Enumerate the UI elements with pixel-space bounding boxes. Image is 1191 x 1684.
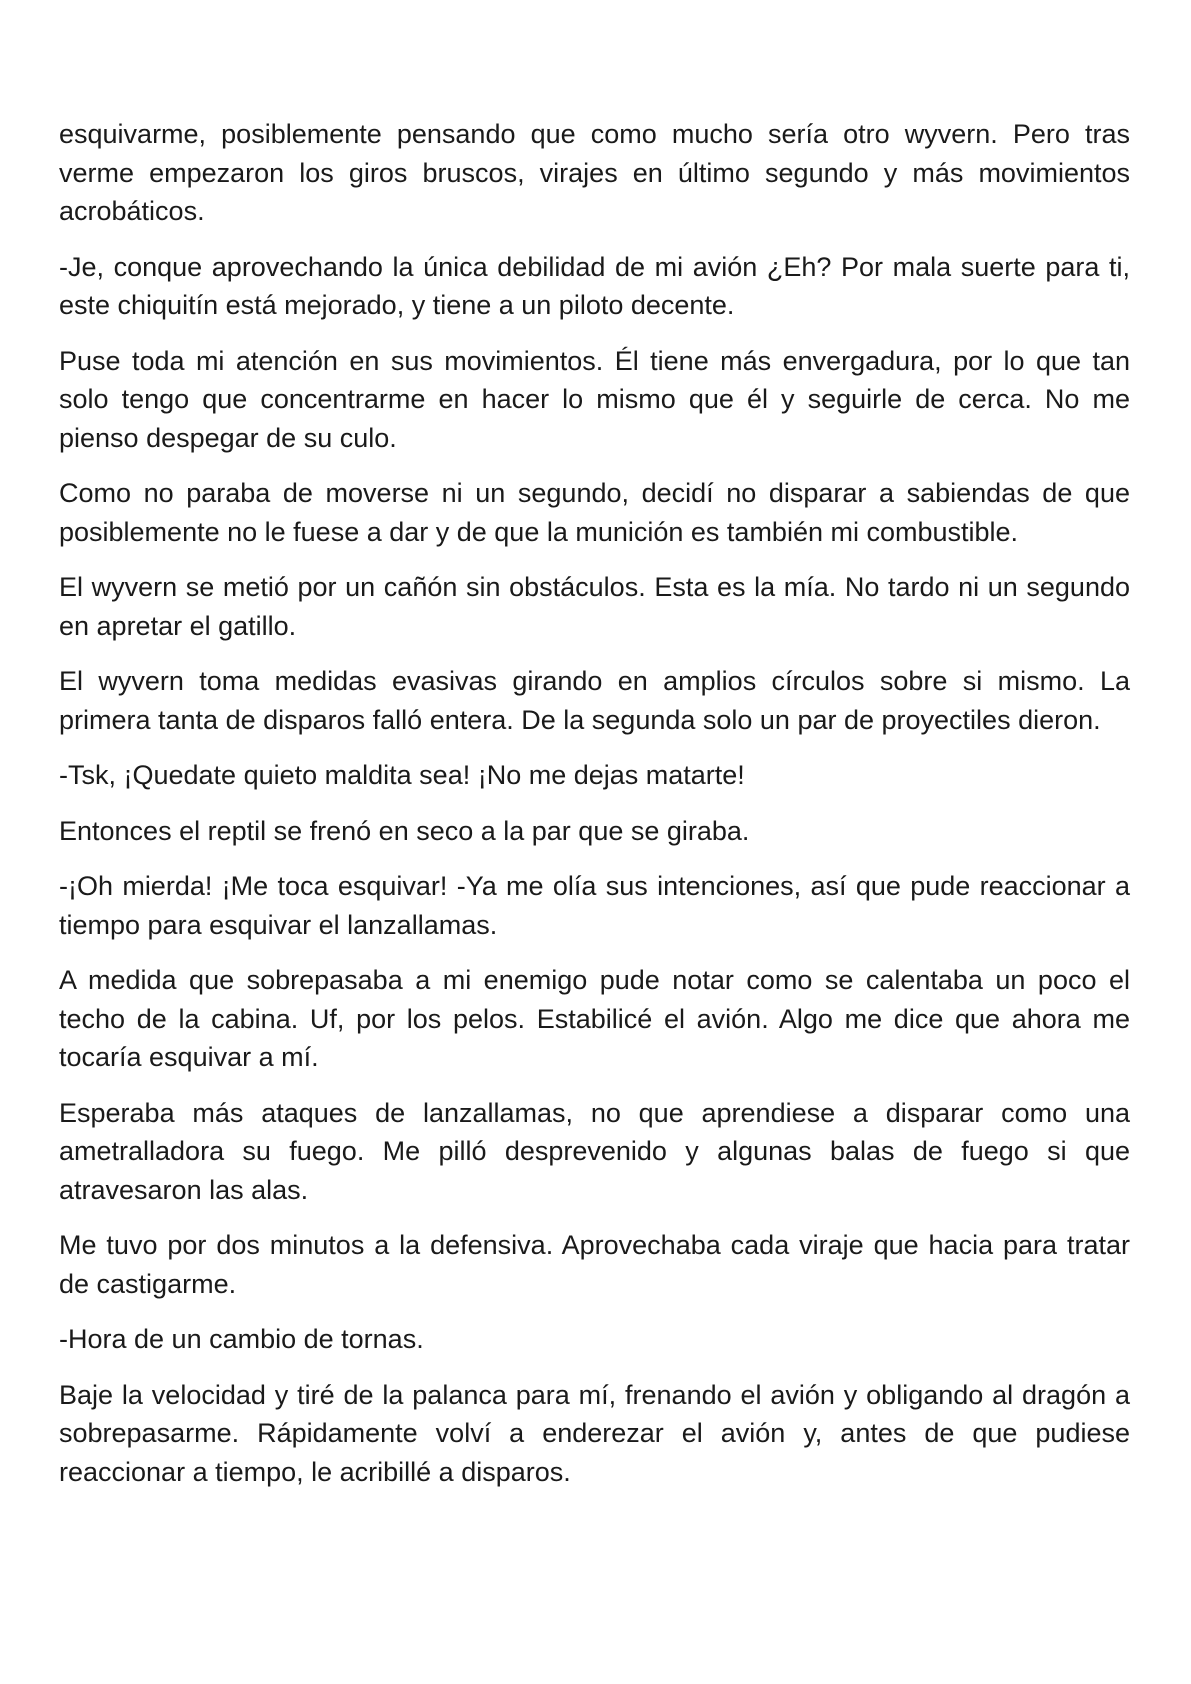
paragraph: -¡Oh mierda! ¡Me toca esquivar! -Ya me olía sus intenciones, así que pude reaccionar a tiempo para esquivar el lanzallamas. xyxy=(59,871,1130,940)
paragraph: Me tuvo por dos minutos a la defensiva. Aprovechaba cada viraje que hacia para tratar de castigarme. xyxy=(59,1230,1130,1299)
paragraph: El wyvern toma medidas evasivas girando en amplios círculos sobre si mismo. La primera tanta de disparos falló entera. De la segunda solo un par de proyectiles dieron. xyxy=(59,666,1130,735)
paragraph: -Tsk, ¡Quedate quieto maldita sea! ¡No me dejas matarte! xyxy=(59,760,745,790)
paragraph: -Je, conque aprovechando la única debilidad de mi avión ¿Eh? Por mala suerte para ti, este chiquitín está mejorado, y tiene a un piloto decente. xyxy=(59,251,1130,320)
paragraph: Esperaba más ataques de lanzallamas, no que aprendiese a disparar como una ametralladora su fuego. Me pilló desprevenido y algunas balas de fuego si que atravesaron las alas. xyxy=(59,1097,1130,1205)
paragraph: Baje la velocidad y tiré de la palanca para mí, frenando el avión y obligando al dragón a sobrepasarme. Rápidamente volví a enderezar el avión y, antes de que pudiese reaccionar a tiempo, le acribillé a disparos. xyxy=(59,1379,1130,1487)
paragraph: -Hora de un cambio de tornas. xyxy=(59,1324,424,1354)
paragraph: Como no paraba de moverse ni un segundo, decidí no disparar a sabiendas de que posiblemente no le fuese a dar y de que la munición es también mi combustible. xyxy=(59,478,1130,547)
paragraph: Puse toda mi atención en sus movimientos. Él tiene más envergadura, por lo que tan solo tengo que concentrarme en hacer lo mismo que él y seguirle de cerca. No me pienso despegar de su culo. xyxy=(59,345,1130,453)
paragraph: El wyvern se metió por un cañón sin obstáculos. Esta es la mía. No tardo ni un segundo en apretar el gatillo. xyxy=(59,572,1130,641)
paragraph: Entonces el reptil se frenó en seco a la par que se giraba. xyxy=(59,815,750,846)
paragraph: A medida que sobrepasaba a mi enemigo pude notar como se calentaba un poco el techo de la cabina. Uf, por los pelos. Estabilicé el avión. Algo me dice que ahora me tocaría esquivar a mí. xyxy=(59,965,1130,1072)
body-text xyxy=(59,115,1130,1508)
paragraph: esquivarme, posiblemente pensando que como mucho sería otro wyvern. Pero tras verme empezaron los giros bruscos, virajes en último segundo y más movimientos acrobáticos. xyxy=(59,119,1130,226)
